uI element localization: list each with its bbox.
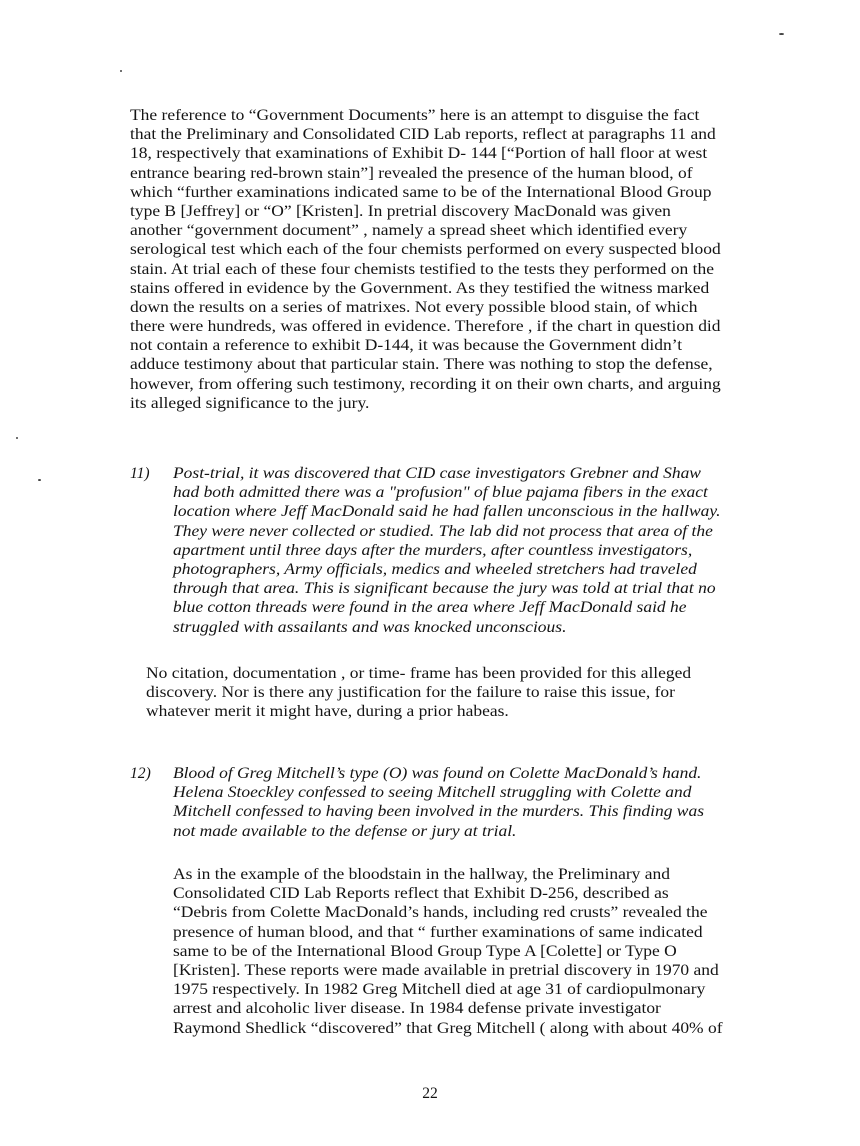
response-11 [146, 664, 692, 722]
text-line: type B [Jeffrey] or “O” [Kristen]. In pretrial discovery MacDonald was given [130, 202, 671, 220]
text-line: entrance bearing red-brown stain”] revealed the presence of the human blood, of [130, 164, 693, 182]
text-line: As in the example of the bloodstain in the hallway, the Preliminary and [173, 866, 670, 883]
text-line: same to be of the International Blood Group Type A [Colette] or Type O [173, 942, 677, 960]
text-line: Blood of Greg Mitchell’s type (O) was found on Colette MacDonald’s hand. [173, 765, 702, 782]
text-line: whatever merit it might have, during a prior habeas. [146, 703, 509, 721]
text-line: which “further examinations indicated same to be of the International Blood Group [130, 183, 712, 201]
text-line: They were never collected or studied. The lab did not process that area of the [173, 522, 713, 540]
text-line: adduce testimony about that particular stain. There was nothing to stop the defense, [130, 356, 713, 374]
text-line: down the results on a series of matrixes. Not every possible blood stain, of which [130, 298, 698, 316]
scan-speck [120, 70, 122, 72]
text-line: Helena Stoeckley confessed to seeing Mitchell struggling with Colette and [173, 784, 692, 802]
claim-12-number: 12) [130, 765, 151, 782]
text-line: 1975 respectively. In 1982 Greg Mitchell died at age 31 of cardiopulmonary [173, 981, 706, 999]
scan-speck [38, 479, 41, 481]
text-line: apartment until three days after the murders, after countless investigators, [173, 541, 693, 559]
response-12 [173, 865, 723, 1038]
text-line: not made available to the defense or jury at trial. [173, 822, 517, 840]
text-line: Mitchell confessed to having been involved in the murders. This finding was [173, 803, 705, 821]
text-line: there were hundreds, was offered in evidence. Therefore , if the chart in question did [130, 318, 721, 336]
claim-11-number: 11) [130, 465, 150, 482]
text-line: photographers, Army officials, medics and wheeled stretchers had traveled [173, 560, 697, 578]
text-line: Post-trial, it was discovered that CID case investigators Grebner and Shaw [173, 465, 701, 482]
text-line: struggled with assailants and was knocked unconscious. [173, 618, 567, 636]
text-line: 18, respectively that examinations of Exhibit D- 144 [“Portion of hall floor at west [130, 145, 708, 163]
text-line: stain. At trial each of these four chemists testified to the tests they performed on the [130, 260, 714, 278]
claim-11-text [173, 464, 721, 637]
text-line: its alleged significance to the jury. [130, 394, 370, 412]
text-line: had both admitted there was a "profusion" of blue pajama fibers in the exact [173, 484, 708, 502]
text-line: arrest and alcoholic liver disease. In 1984 defense private investigator [173, 1000, 661, 1018]
text-line: No citation, documentation , or time- frame has been provided for this alleged [146, 665, 692, 682]
page-number: 22 [422, 1085, 438, 1102]
text-line: The reference to “Government Documents” here is an attempt to disguise the fact [130, 107, 700, 124]
paragraph-intro [130, 106, 721, 413]
text-line: through that area. This is significant because the jury was told at trial that no [173, 580, 716, 598]
text-line: “Debris from Colette MacDonald’s hands, including red crusts” revealed the [173, 904, 708, 922]
text-line: Consolidated CID Lab Reports reflect that Exhibit D-256, described as [173, 885, 669, 903]
text-line: not contain a reference to exhibit D-144, it was because the Government didn’t [130, 337, 683, 355]
text-line: stains offered in evidence by the Government. As they testified the witness marked [130, 279, 710, 297]
text-line: that the Preliminary and Consolidated CID Lab reports, reflect at paragraphs 11 and [130, 126, 716, 144]
text-line: Raymond Shedlick “discovered” that Greg Mitchell ( along with about 40% of [173, 1019, 723, 1037]
text-line: discovery. Nor is there any justification for the failure to raise this issue, for [146, 684, 675, 702]
text-line: however, from offering such testimony, recording it on their own charts, and arguing [130, 375, 721, 393]
scan-speck [16, 437, 18, 439]
text-line: location where Jeff MacDonald said he had fallen unconscious in the hallway. [173, 503, 721, 521]
text-line: [Kristen]. These reports were made available in pretrial discovery in 1970 and [173, 961, 719, 979]
text-line: serological test which each of the four chemists performed on every suspected blood [130, 241, 721, 259]
claim-12-text [173, 764, 705, 841]
text-line: another “government document” , namely a spread sheet which identified every [130, 222, 688, 240]
scan-speck [779, 33, 784, 35]
text-line: presence of human blood, and that “ further examinations of same indicated [173, 923, 703, 941]
text-line: blue cotton threads were found in the area where Jeff MacDonald said he [173, 599, 687, 617]
